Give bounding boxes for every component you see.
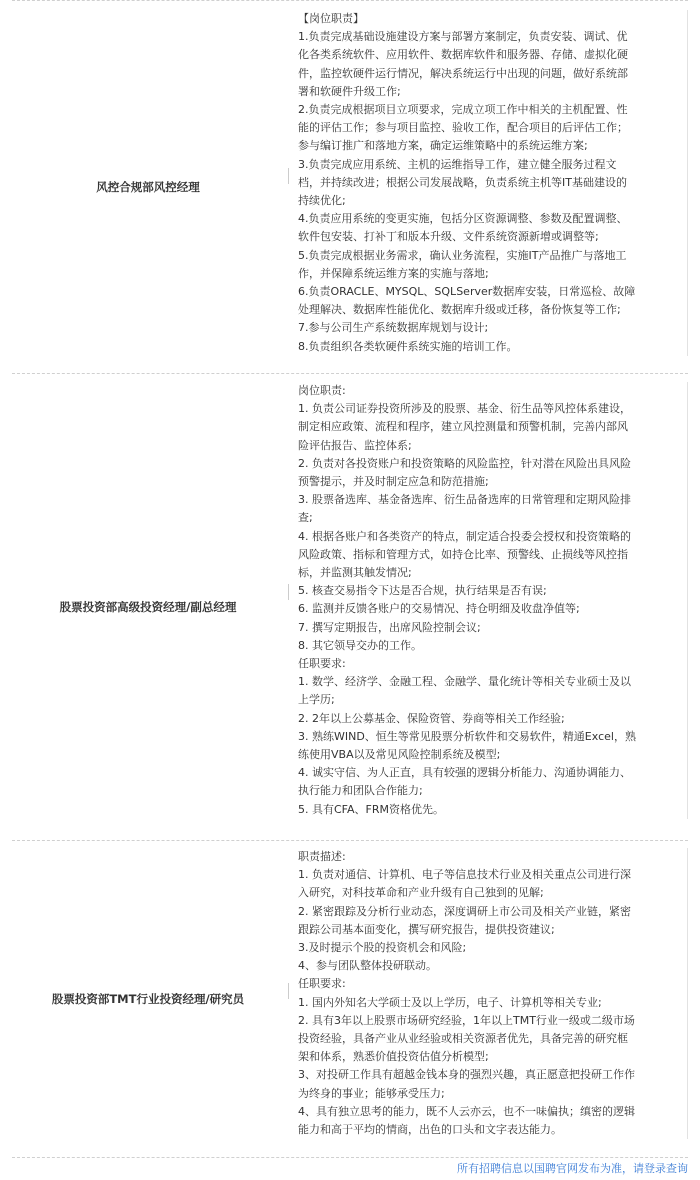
job-row	[12, 374, 688, 841]
description-line: 预警提示，并及时制定应急和防范措施;	[298, 475, 489, 489]
description-line: 3、对投研工作具有超越金钱本身的强烈兴趣，真正愿意把投研工作作	[298, 1068, 635, 1082]
job-row	[12, 841, 688, 1158]
description-line: 能力和高于平均的情商，出色的口头和文字表达能力。	[298, 1123, 562, 1137]
description-line: 4. 诚实守信、为人正直，具有较强的逻辑分析能力、沟通协调能力、	[298, 766, 631, 780]
description-line: 档，并持续改进；根据公司发展战略，负责系统主机等IT基础建设的	[298, 175, 627, 189]
description-line: 跟踪公司基本面变化，撰写研究报告，提供投资建议;	[298, 922, 555, 936]
description-line: 入研究，对科技革命和产业升级有自己独到的见解;	[298, 886, 544, 900]
description-line: 1.负责完成基础设施建设方案与部署方案制定，负责安装、调试、优	[298, 30, 628, 44]
description-line: 【岗位职责】	[298, 12, 364, 25]
description-line: 标，并监测其触发情况;	[298, 566, 412, 580]
description-line: 1. 负责对通信、计算机、电子等信息技术行业及相关重点公司进行深	[298, 868, 631, 882]
description-line: 2. 紧密跟踪及分析行业动态，深度调研上市公司及相关产业链，紧密	[298, 904, 631, 918]
job-description	[298, 848, 688, 1139]
description-line: 投资经验，具备产业从业经验或相关资源者优先，具备完善的研究框	[298, 1032, 628, 1046]
description-line: 6.负责ORACLE、MYSQL、SQLServer数据库安装，日常巡检、故障	[298, 285, 636, 299]
description-line: 任职要求:	[298, 657, 346, 671]
description-line: 化各类系统软件、应用软件、数据库软件和服务器、存储、虚拟化硬	[298, 48, 628, 62]
description-line: 软件包安装、打补丁和版本升级、文件系统资源新增或调整等;	[298, 230, 599, 244]
description-line: 岗位职责:	[298, 384, 346, 397]
description-line: 练使用VBA以及常见风险控制系统及模型;	[298, 748, 501, 762]
description-line: 5. 具有CFA、FRM资格优先。	[298, 802, 444, 816]
description-line: 执行能力和团队合作能力;	[298, 784, 423, 798]
description-line: 架和体系，熟悉价值投资估值分析模型;	[298, 1050, 489, 1064]
description-line: 8. 其它领导交办的工作。	[298, 638, 422, 652]
description-line: 职责描述:	[298, 850, 346, 863]
description-line: 上学历;	[298, 693, 335, 707]
job-title[interactable]: 股票投资部TMT行业投资经理/研究员	[51, 992, 245, 1006]
description-line: 4.负责应用系统的变更实施，包括分区资源调整、参数及配置调整、	[298, 212, 628, 226]
job-description	[298, 382, 688, 819]
description-line: 4、具有独立思考的能力，既不人云亦云，也不一味偏执；缜密的逻辑	[298, 1104, 635, 1118]
description-line: 制定相应政策、流程和程序，建立风控测量和预警机制，完善内部风	[298, 420, 628, 434]
description-line: 7. 撰写定期报告，出席风险控制会议;	[298, 620, 481, 634]
description-line: 3.负责完成应用系统、主机的运维指导工作，建立健全服务过程文	[298, 157, 617, 171]
description-line: 1. 负责公司证券投资所涉及的股票、基金、衍生品等风控体系建设，	[298, 402, 631, 416]
description-line: 2. 负责对各投资账户和投资策略的风险监控，针对潜在风险出具风险	[298, 456, 631, 470]
description-line: 5.负责完成根据业务需求，确认业务流程，实施IT产品推广与落地工	[298, 248, 627, 262]
job-description	[298, 10, 688, 356]
description-line: 作，并保障系统运维方案的实施与落地;	[298, 266, 489, 280]
description-line: 7.参与公司生产系统数据库规划与设计;	[298, 321, 489, 335]
description-line: 4. 根据各账户和各类资产的特点，制定适合投委会授权和投资策略的	[298, 529, 631, 543]
description-line: 参与编订推广和落地方案，确定运维策略中的系统运维方案;	[298, 139, 588, 153]
description-line: 处理解决、数据库性能优化、数据库升级或迁移，备份恢复等工作;	[298, 303, 621, 317]
description-line: 5. 核查交易指令下达是否合规，执行结果是否有误;	[298, 584, 547, 598]
job-title[interactable]: 股票投资部高级投资经理/副总经理	[59, 600, 237, 614]
description-line: 任职要求:	[298, 977, 346, 991]
column-divider	[288, 168, 289, 184]
description-line: 1. 国内外知名大学硕士及以上学历，电子、计算机等相关专业;	[298, 995, 602, 1009]
description-line: 3.及时提示个股的投资机会和风险;	[298, 941, 467, 955]
description-line: 能的评估工作；参与项目监控、验收工作，配合项目的后评估工作；	[298, 121, 628, 135]
description-line: 2. 2年以上公募基金、保险资管、券商等相关工作经验;	[298, 711, 565, 725]
column-divider	[288, 584, 289, 600]
description-line: 3. 股票备选库、基金备选库、衍生品备选库的日常管理和定期风险排	[298, 493, 631, 507]
description-line: 件，监控软硬件运行情况，解决系统运行中出现的问题，做好系统部	[298, 66, 628, 80]
description-line: 为终身的事业；能够承受压力;	[298, 1086, 445, 1100]
description-line: 风险政策、指标和管理方式，如持仓比率、预警线、止损线等风控指	[298, 547, 628, 561]
description-line: 查;	[298, 511, 313, 525]
description-line: 署和软硬件升级工作;	[298, 84, 401, 98]
description-line: 险评估报告、监控体系;	[298, 438, 412, 452]
description-line: 1. 数学、经济学、金融工程、金融学、量化统计等相关专业硕士及以	[298, 675, 631, 689]
jobs-table	[12, 0, 688, 1158]
description-line: 持续优化;	[298, 194, 346, 208]
description-line: 3. 熟练WIND、恒生等常见股票分析软件和交易软件，精通Excel，熟	[298, 729, 636, 743]
job-title[interactable]: 风控合规部风控经理	[96, 180, 200, 194]
description-line: 2.负责完成根据项目立项要求，完成立项工作中相关的主机配置、性	[298, 103, 628, 117]
footer-notice-link[interactable]: 所有招聘信息以国聘官网发布为准，请登录查询	[457, 1162, 688, 1175]
description-line: 8.负责组织各类软硬件系统实施的培训工作。	[298, 339, 518, 353]
job-row	[12, 0, 688, 374]
column-divider	[288, 983, 289, 999]
description-line: 6. 监测并反馈各账户的交易情况、持仓明细及收盘净值等;	[298, 602, 580, 616]
description-line: 2. 具有3年以上股票市场研究经验，1年以上TMT行业一级或二级市场	[298, 1013, 635, 1027]
description-line: 4、参与团队整体投研联动。	[298, 959, 437, 973]
